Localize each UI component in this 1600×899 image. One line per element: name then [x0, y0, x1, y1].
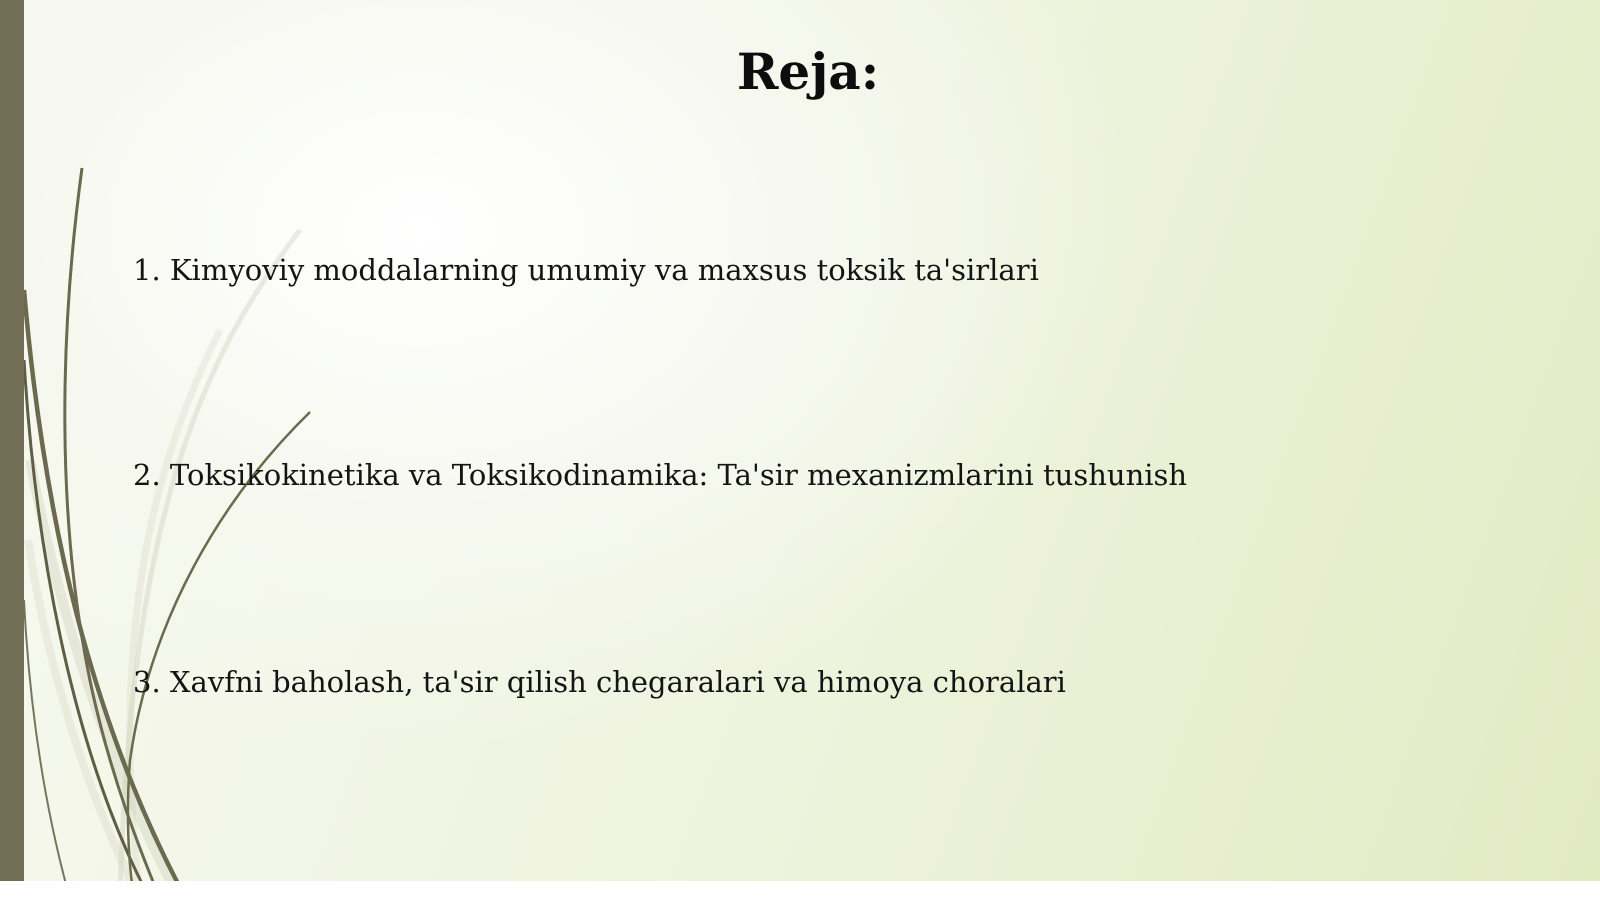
accent-bar — [0, 0, 24, 899]
plan-item-3: 3. Xavfni baholash, ta'sir qilish chegaralari va himoya choralari — [133, 665, 1066, 699]
plan-item-1: 1. Kimyoviy moddalarning umumiy va maxsus toksik ta'sirlari — [133, 253, 1039, 287]
slide-title: Reja: — [736, 42, 880, 101]
bottom-strip — [0, 881, 1600, 899]
grass-decoration — [0, 0, 420, 899]
plan-item-2: 2. Toksikokinetika va Toksikodinamika: Ta'sir mexanizmlarini tushunish — [133, 458, 1188, 492]
